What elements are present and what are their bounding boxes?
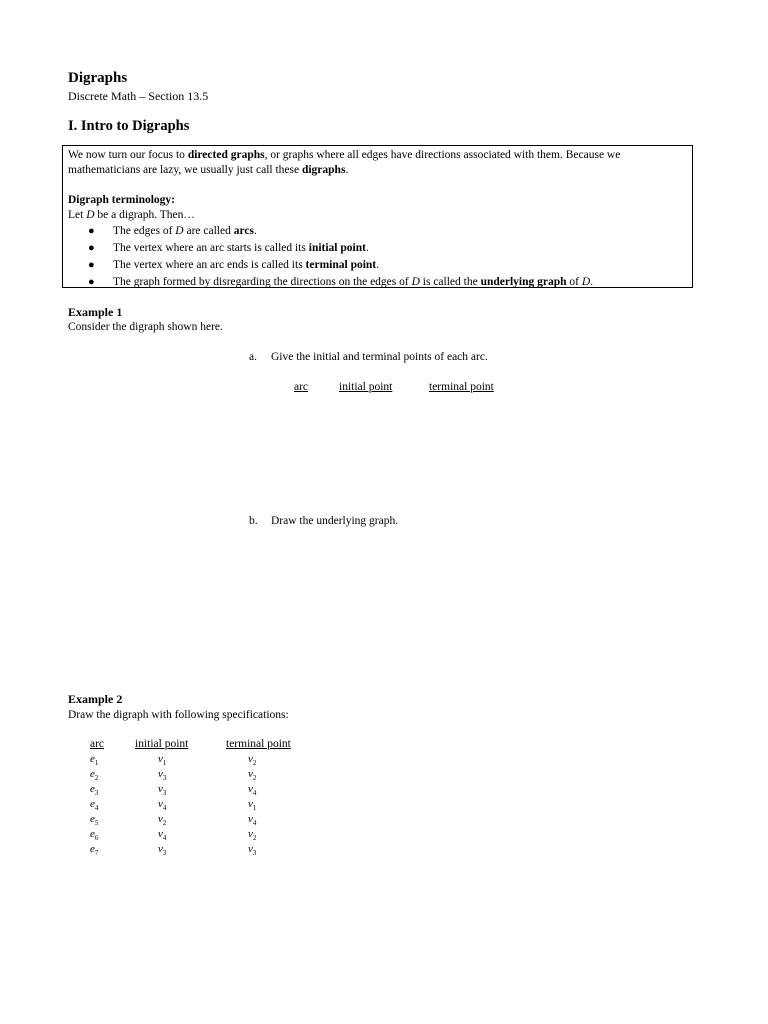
arc-cell: $e_4$ <box>90 798 99 813</box>
intro-text: , or graphs where all edges have directions associated with them. Because we <box>264 149 621 161</box>
intro-bold-term: digraphs <box>301 164 346 176</box>
part-b-label: b. <box>249 515 258 527</box>
terminal-point-cell: $v_4$ <box>248 813 257 828</box>
let-text: Let <box>68 209 87 221</box>
bullet-text: of <box>566 276 582 288</box>
bullet-text: are called <box>183 225 234 237</box>
terminal-point-cell: $v_3$ <box>248 843 257 858</box>
column-header-arc: arc <box>90 738 105 750</box>
table-row <box>0 843 768 858</box>
table-row <box>0 813 768 828</box>
variable-d: D <box>581 276 591 288</box>
intro-text: We now turn our focus to <box>68 149 188 161</box>
bullet-icon: ● <box>88 225 95 237</box>
bullet-text: The vertex where an arc starts is called its <box>113 242 309 254</box>
variable-d: D <box>175 225 184 237</box>
terminal-point-cell: $v_1$ <box>248 798 257 813</box>
arc-cell: $e_3$ <box>90 783 99 798</box>
bullet-icon: ● <box>88 242 95 254</box>
bullet-icon: ● <box>88 259 95 271</box>
column-header-initial-point: initial point <box>339 381 393 393</box>
bullet-text: . <box>590 276 594 288</box>
table-row <box>0 828 768 843</box>
arc-cell: $e_5$ <box>90 813 99 828</box>
section-title: I. Intro to Digraphs <box>68 118 190 134</box>
let-text: be a digraph. Then… <box>94 209 195 221</box>
intro-text: mathematicians are lazy, we usually just call these <box>68 164 302 176</box>
part-b-text: Draw the underlying graph. <box>271 515 399 527</box>
table-row <box>0 798 768 813</box>
arc-cell: $e_1$ <box>90 753 99 768</box>
intro-paragraph-line-1 <box>68 149 620 161</box>
bullet-bold-term: terminal point <box>305 259 377 271</box>
variable-d: D <box>86 209 95 221</box>
table-row <box>0 753 768 768</box>
part-a-label: a. <box>249 351 257 363</box>
bullet-text: The edges of <box>113 225 176 237</box>
arc-cell: $e_7$ <box>90 843 99 858</box>
variable-d: D <box>411 276 420 288</box>
arc-cell: $e_6$ <box>90 828 99 843</box>
column-header-terminal-point: terminal point <box>429 381 494 393</box>
intro-paragraph-line-2 <box>68 164 348 176</box>
bullet-item <box>88 276 593 288</box>
bullet-bold-term: arcs <box>233 225 254 237</box>
column-header-arc: arc <box>294 381 309 393</box>
terminal-point-cell: $v_4$ <box>248 783 257 798</box>
bullet-text: The graph formed by disregarding the directions on the edges of <box>113 276 412 288</box>
bullet-bold-term: underlying graph <box>480 276 567 288</box>
column-header-terminal-point: terminal point <box>226 738 291 750</box>
bullet-text: . <box>365 242 369 254</box>
column-header-initial-point: initial point <box>135 738 189 750</box>
example-2-text: Draw the digraph with following specifications: <box>68 709 289 721</box>
bullet-item <box>88 259 379 271</box>
bullet-text: . <box>253 225 257 237</box>
terminal-point-cell: $v_2$ <box>248 753 257 768</box>
part-a-text: Give the initial and terminal points of each arc. <box>271 351 488 363</box>
bullet-item <box>88 225 257 237</box>
bullet-text: . <box>376 259 380 271</box>
example-1-title: Example 1 <box>68 305 123 319</box>
intro-text: . <box>345 164 349 176</box>
bullet-text: The vertex where an arc ends is called its <box>113 259 306 271</box>
table-row <box>0 768 768 783</box>
spec-table-header <box>0 738 768 753</box>
terminology-heading-text: Digraph terminology: <box>68 194 176 206</box>
initial-point-cell: $v_3$ <box>158 843 167 858</box>
example-1-text: Consider the digraph shown here. <box>68 321 223 333</box>
bullet-icon: ● <box>88 276 95 288</box>
arc-cell: $e_2$ <box>90 768 99 783</box>
bullet-item <box>88 242 369 254</box>
initial-point-cell: $v_4$ <box>158 798 167 813</box>
terminal-point-cell: $v_2$ <box>248 768 257 783</box>
initial-point-cell: $v_3$ <box>158 783 167 798</box>
let-line <box>68 209 195 221</box>
table-row <box>0 783 768 798</box>
example-2-title: Example 2 <box>68 692 123 706</box>
terminology-heading <box>68 194 175 206</box>
initial-point-cell: $v_1$ <box>158 753 167 768</box>
initial-point-cell: $v_4$ <box>158 828 167 843</box>
terminal-point-cell: $v_2$ <box>248 828 257 843</box>
bullet-bold-term: initial point <box>308 242 366 254</box>
initial-point-cell: $v_2$ <box>158 813 167 828</box>
initial-point-cell: $v_3$ <box>158 768 167 783</box>
intro-box <box>62 145 693 288</box>
intro-bold-term: directed graphs <box>187 149 265 161</box>
document-subtitle: Discrete Math – Section 13.5 <box>68 89 209 103</box>
bullet-text: is called the <box>419 276 481 288</box>
document-title: Digraphs <box>68 70 128 86</box>
